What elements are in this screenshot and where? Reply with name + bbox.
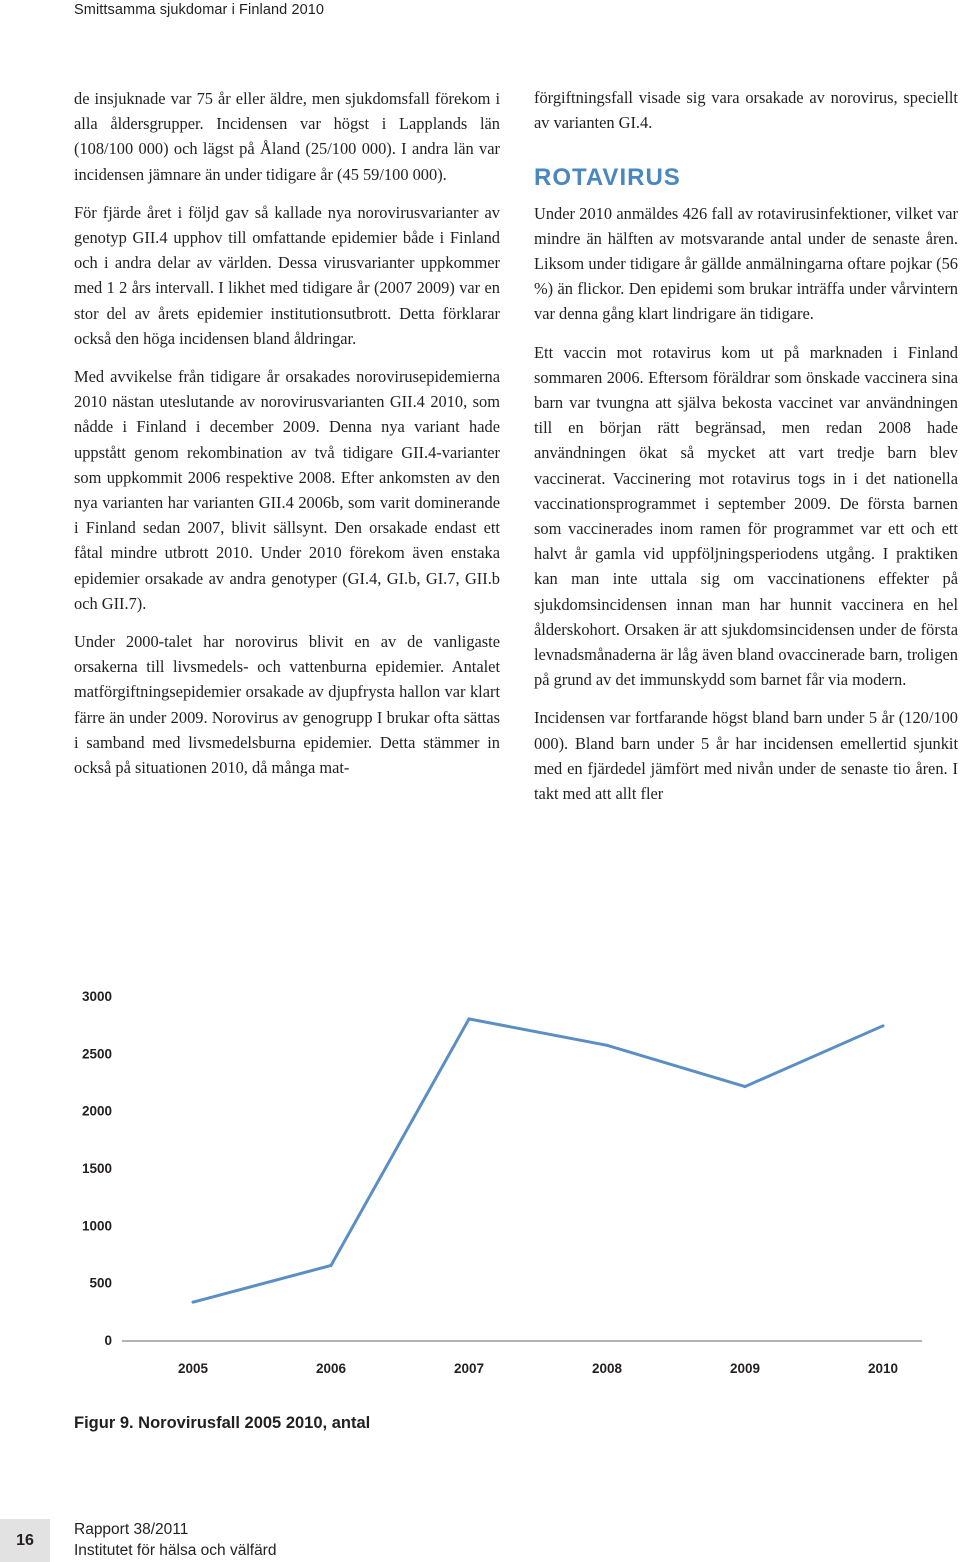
- body-paragraph: Incidensen var fortfarande högst bland barn under 5 år (120/100 000). Bland barn under 5 år har incidensen emellertid sjunkit med en fjärdedel jämfört med nivån under de senaste tio åren. I takt med att allt fler: [534, 708, 958, 804]
- y-tick-label: 1500: [81, 1161, 112, 1176]
- body-paragraph: För fjärde året i följd gav så kallade nya norovirusvarianter av genotyp GII.4 upphov till omfattande epidemier både i Finland och i andra delar av världen. Dessa virusvarianter uppkommer med 1 2 års intervall. I likhet med tidigare år (2007 2009) var en stor del av årets epidemier institutionsutbrott. Detta förklarar också den höga incidensen bland åldringar.: [74, 202, 500, 348]
- body-paragraph: de insjuknade var 75 år eller äldre, men sjukdomsfall förekom i alla åldersgrupper. Incidensen var högst i Lapplands län (108/100 000) och lägst på Åland (25/100 000). I andra län var incidensen jämnare än under tidigare år (45 59/100 000).: [74, 89, 500, 184]
- footer: [74, 1519, 276, 1561]
- y-tick-label: 3000: [81, 989, 112, 1004]
- page-number: 16: [0, 1519, 50, 1562]
- data-point: [192, 1301, 195, 1304]
- x-tick-label: 2010: [867, 1361, 899, 1376]
- y-tick-label: 500: [89, 1275, 112, 1291]
- x-tick-label: 2007: [453, 1361, 485, 1376]
- left-text-column: [74, 86, 500, 793]
- y-tick-label: 0: [104, 1333, 112, 1348]
- y-tick-label: 2500: [81, 1046, 112, 1062]
- x-tick-label: 2008: [591, 1361, 623, 1376]
- figure-caption: Figur 9. Norovirusfall 2005 2010, antal: [74, 1414, 371, 1432]
- data-point: [330, 1264, 333, 1267]
- data-point: [744, 1085, 747, 1088]
- y-tick-label: 1000: [81, 1218, 112, 1234]
- norovirus-line-chart: [60, 980, 940, 1390]
- report-number: Rapport 38/2011: [74, 1521, 189, 1538]
- body-paragraph: Ett vaccin mot rotavirus kom ut på marknaden i Finland sommaren 2006. Eftersom föräldrar som önskade vaccinera sina barn var tvungna att själva bekosta vaccinet var användningen till en början rätt begränsad, men redan 2008 hade användningen ökat så mycket att vart tredje barn blev vaccinerat. Vaccinering mot rotavirus togs in i det nationella vaccinationsprogrammet i september 2009. De första barnen som vaccinerades inom ramen för programmet var ett och ett halvt år gamla vid uppföljningsperiodens utgång. I praktiken kan man inte uttala sig om vaccinationens effekter på sjukdomsincidensen innan man har hunnit vaccinera en hel ålderskohort. Orsaken är att sjukdomsincidensen under de första levnadsmånaderna är låg även bland ovaccinerade barn, troligen på grund av det immunskydd som barnet får via modern.: [534, 342, 958, 690]
- data-point: [468, 1017, 471, 1020]
- section-heading-rotavirus: ROTAVIRUS: [534, 164, 681, 192]
- body-paragraph: förgiftningsfall visade sig vara orsakade av norovirus, speciellt av varianten GI.4.: [534, 88, 958, 133]
- data-point: [606, 1044, 609, 1047]
- y-tick-label: 2000: [81, 1103, 112, 1119]
- series-line: [193, 1019, 883, 1302]
- body-paragraph: Under 2000-talet har norovirus blivit en av de vanligaste orsakerna till livsmedels- och vattenburna epidemier. Antalet matförgiftningsepidemier orsakade av djupfrysta hallon var klart färre än under 2009. Norovirus av genogrupp I brukar ofta sättas i samband med livsmedelsburna epidemier. Detta stämmer in också på situationen 2010, då många mat-: [74, 632, 500, 778]
- body-paragraph: Med avvikelse från tidigare år orsakades norovirusepidemierna 2010 nästan uteslutande av norovirusvarianten GII.4 2010, som nådde i Finland i december 2009. Denna nya variant hade uppstått genom rekombination av två tidigare GII.4-varianter som uppkommit 2006 respektive 2008. Efter ankomsten av den nya varianten har varianten GII.4 2006b, som varit dominerande i Finland sedan 2007, blivit sällsynt. Den orsakade endast ett fåtal mindre utbrott 2010. Under 2010 förekom även enstaka epidemier orsakade av andra genotyper (GI.4, GI.b, GI.7, GII.b och GII.7).: [74, 367, 500, 613]
- running-header: Smittsamma sjukdomar i Finland 2010: [74, 2, 325, 18]
- right-text-column: [534, 85, 958, 819]
- body-paragraph: Under 2010 anmäldes 426 fall av rotavirusinfektioner, vilket var mindre än hälften av motsvarande antal under de senaste åren. Liksom under tidigare år gällde anmälningarna oftare pojkar (56 %) än flickor. Den epidemi som brukar inträffa under vårvintern var denna gång klart lindrigare än tidigare.: [534, 203, 958, 324]
- x-tick-label: 2009: [729, 1361, 761, 1376]
- x-tick-label: 2005: [177, 1361, 209, 1376]
- institute-name: Institutet för hälsa och välfärd: [74, 1542, 277, 1559]
- data-point: [882, 1024, 885, 1027]
- x-tick-label: 2006: [315, 1361, 347, 1376]
